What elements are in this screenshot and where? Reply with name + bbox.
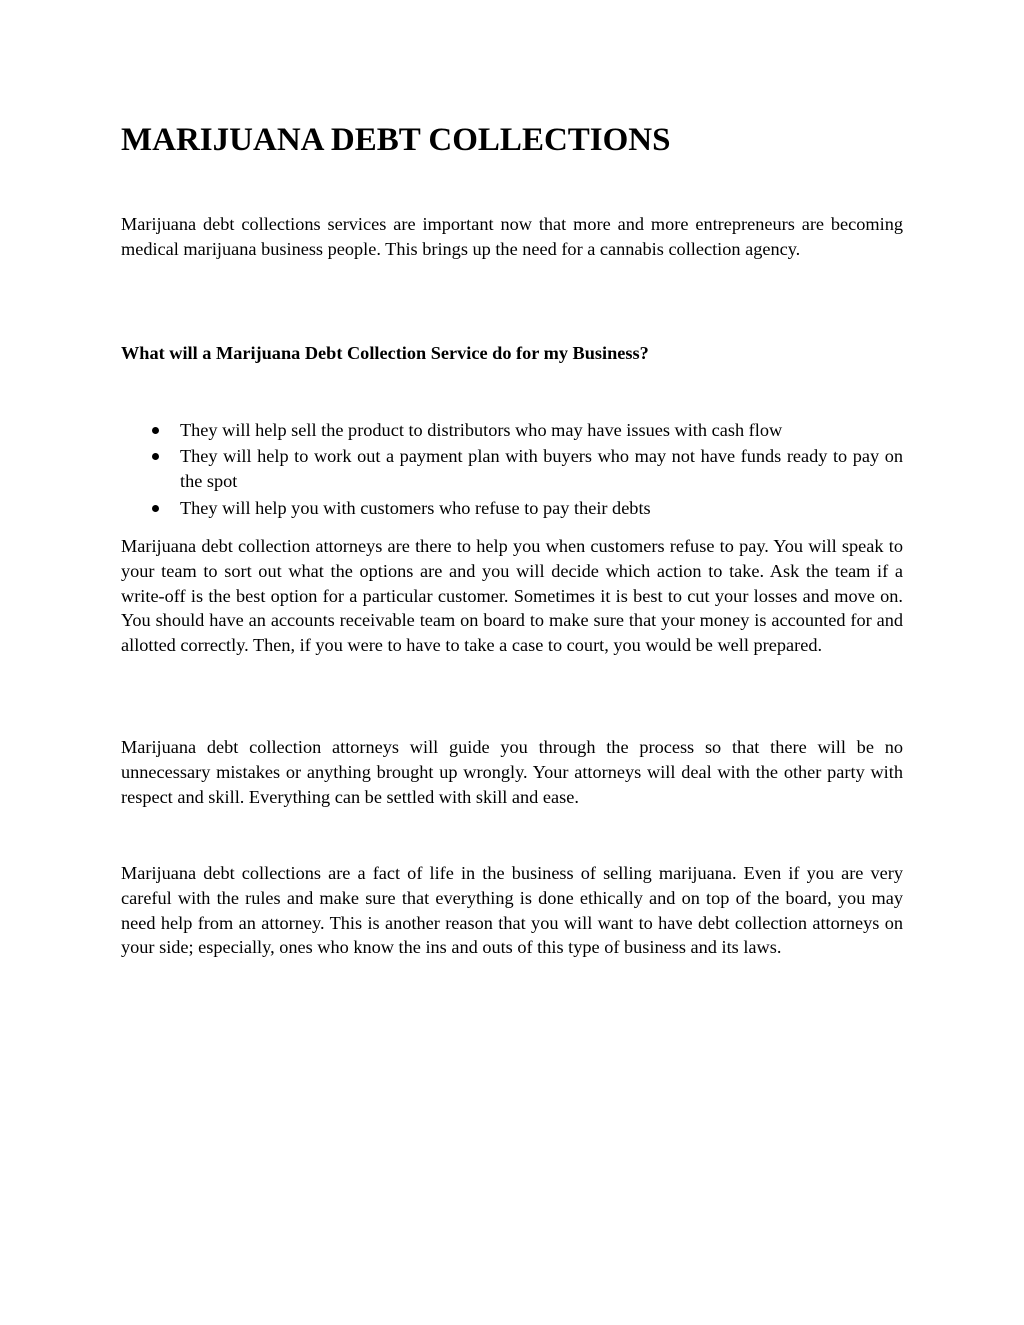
section-heading: What will a Marijuana Debt Collection Service do for my Business?: [121, 343, 649, 363]
bullet-icon: [152, 453, 159, 460]
intro-paragraph: Marijuana debt collections services are important now that more and more entrepreneurs are becoming medical marijuana business people. This brings up the need for a cannabis collection agency.: [121, 214, 903, 259]
bullet-list: [121, 418, 903, 522]
body-paragraph: Marijuana debt collection attorneys are there to help you when customers refuse to pay. You will speak to your team to sort out what the options are and you will decide which action to take. Ask the team if a write-off is the best option for a particular customer. Sometimes it is best to cut your losses and move on. You should have an accounts receivable team on board to make sure that your money is accounted for and allotted correctly. Then, if you were to have to take a case to court, you would be well prepared.: [121, 536, 903, 656]
bullet-icon: [152, 427, 159, 434]
list-item: [121, 496, 903, 521]
bullet-icon: [152, 505, 159, 512]
list-item: [121, 418, 903, 443]
body-paragraph: Marijuana debt collections are a fact of life in the business of selling marijuana. Even if you are very careful with the rules and make sure that everything is done ethically and on top of the board, you may need help from an attorney. This is another reason that you will want to have debt collection attorneys on your side; especially, ones who know the ins and outs of this type of business and its laws.: [121, 863, 903, 958]
list-item: [121, 444, 903, 494]
body-paragraph: Marijuana debt collection attorneys will guide you through the process so that there will be no unnecessary mistakes or anything brought up wrongly. Your attorneys will deal with the other party with respect and skill. Everything can be settled with skill and ease.: [121, 737, 903, 807]
list-item-text: They will help to work out a payment plan with buyers who may not have funds ready to pay on the spot: [180, 446, 903, 492]
page-title: MARIJUANA DEBT COLLECTIONS: [121, 122, 671, 158]
list-item-text: They will help sell the product to distributors who may have issues with cash flow: [180, 420, 783, 440]
list-item-text: They will help you with customers who refuse to pay their debts: [180, 497, 651, 518]
